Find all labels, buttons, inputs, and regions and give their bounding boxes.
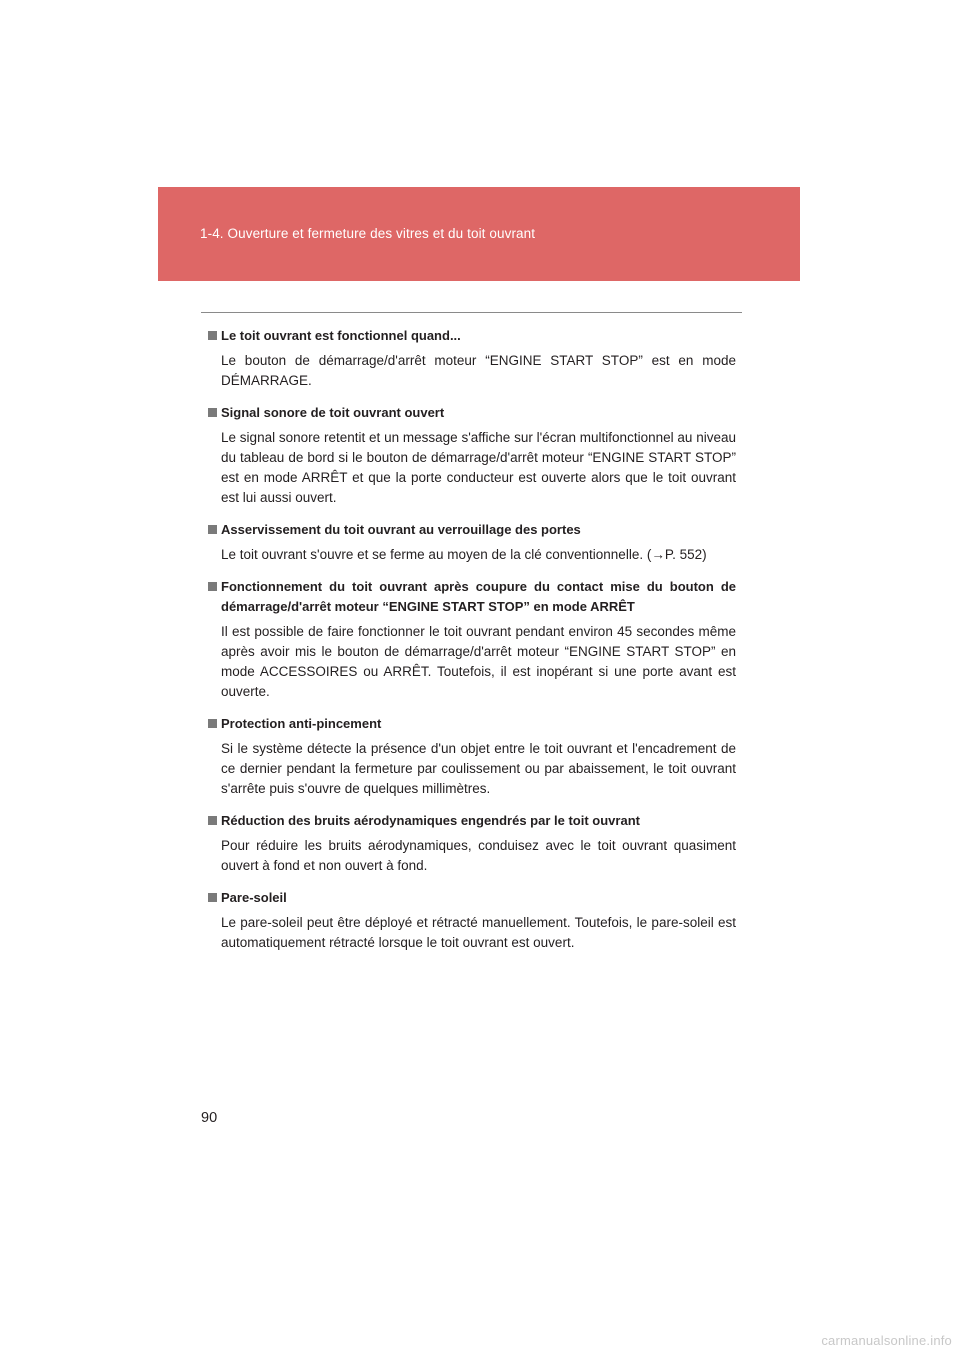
- watermark: carmanualsonline.info: [821, 1333, 952, 1348]
- section-anti-pincement: [208, 714, 736, 799]
- section-heading-text: Pare-soleil: [221, 890, 287, 905]
- chapter-header-band: [158, 187, 800, 281]
- square-bullet-icon: [208, 719, 217, 728]
- section-heading-text: Réduction des bruits aérodynamiques engendrés par le toit ouvrant: [221, 813, 640, 828]
- page-number: 90: [201, 1110, 218, 1126]
- section-body: Il est possible de faire fonctionner le toit ouvrant pendant environ 45 secondes même après avoir mis le bouton de démarrage/d'arrêt moteur “ENGINE START STOP” en mode ACCESSOIRES ou ARRÊT. Toutefois, il est inopérant si une porte avant est ouverte.: [221, 624, 736, 699]
- section-heading-text: Asservissement du toit ouvrant au verrouillage des portes: [221, 522, 581, 537]
- section-bruits-aerodynamiques: [208, 811, 736, 876]
- section-heading-text: Fonctionnement du toit ouvrant après coupure du contact mise du bouton de démarrage/d'arrêt moteur “ENGINE START STOP” en mode ARRÊT: [221, 579, 736, 614]
- section-heading: [208, 888, 736, 908]
- chapter-title: 1-4. Ouverture et fermeture des vitres et du toit ouvrant: [200, 226, 536, 241]
- section-fonctionnement-apres-coupure: [208, 577, 736, 702]
- section-body: Le toit ouvrant s'ouvre et se ferme au moyen de la clé conventionnelle. (→P. 552): [221, 547, 707, 562]
- section-heading: [208, 403, 736, 423]
- section-signal-sonore: [208, 403, 736, 508]
- page-content: [208, 326, 736, 965]
- square-bullet-icon: [208, 816, 217, 825]
- square-bullet-icon: [208, 582, 217, 591]
- section-heading-text: Signal sonore de toit ouvrant ouvert: [221, 405, 445, 420]
- section-heading: [208, 520, 736, 540]
- section-fonctionnel: [208, 326, 736, 391]
- section-heading: [208, 811, 736, 831]
- square-bullet-icon: [208, 893, 217, 902]
- section-heading-text: Protection anti-pincement: [221, 716, 382, 731]
- section-body: Le pare-soleil peut être déployé et rétracté manuellement. Toutefois, le pare-soleil est automatiquement rétracté lorsque le toit ouvrant est ouvert.: [221, 915, 736, 950]
- section-body: Le signal sonore retentit et un message s'affiche sur l'écran multifonctionnel au niveau du tableau de bord si le bouton de démarrage/d'arrêt moteur “ENGINE START STOP” est en mode ARRÊT et que la porte conducteur est ouverte alors que le toit ouvrant est lui aussi ouvert.: [221, 430, 736, 505]
- section-asservissement: [208, 520, 736, 565]
- square-bullet-icon: [208, 331, 217, 340]
- section-body: Pour réduire les bruits aérodynamiques, conduisez avec le toit ouvrant quasiment ouvert à fond et non ouvert à fond.: [221, 838, 736, 873]
- section-heading: [208, 326, 736, 346]
- header-divider: [201, 312, 742, 313]
- section-heading: [208, 577, 736, 617]
- section-heading: [208, 714, 736, 734]
- section-pare-soleil: [208, 888, 736, 953]
- square-bullet-icon: [208, 525, 217, 534]
- section-heading-text: Le toit ouvrant est fonctionnel quand...: [221, 328, 461, 343]
- section-body: Le bouton de démarrage/d'arrêt moteur “ENGINE START STOP” est en mode DÉMARRAGE.: [221, 353, 736, 388]
- section-body: Si le système détecte la présence d'un objet entre le toit ouvrant et l'encadrement de ce dernier pendant la fermeture par coulissement ou par abaissement, le toit ouvrant s'arrête puis s'ouvre de quelques millimètres.: [221, 741, 736, 796]
- square-bullet-icon: [208, 408, 217, 417]
